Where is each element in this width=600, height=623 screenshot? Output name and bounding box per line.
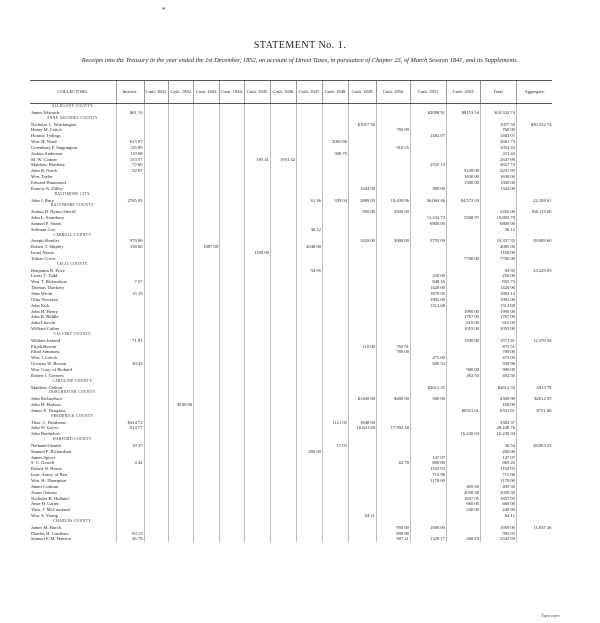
- amount-cell: 899 80: [376, 531, 410, 537]
- amount-cell: 36 12: [296, 227, 322, 233]
- amount-cell: 2547 99: [480, 157, 516, 163]
- amount-cell: 16,803 70: [480, 215, 516, 221]
- amount-cell: 16,230 04: [446, 431, 480, 437]
- amount-cell: 500 00: [410, 396, 446, 402]
- amount-cell: 909 53: [410, 361, 446, 367]
- amount-cell: 800 00: [410, 460, 446, 466]
- amount-cell: $8153 54: [446, 110, 480, 116]
- amount-cell: 950 00: [348, 209, 376, 215]
- amount-cell: $10,332 74: [480, 110, 516, 116]
- collector-name: John J. Bury: [31, 197, 55, 203]
- amount-cell: 17 03: [322, 443, 348, 449]
- amount-cell: 875 51: [480, 344, 516, 350]
- column-header: Cash. 1842.: [169, 81, 194, 104]
- amount-cell: 64 78: [376, 460, 410, 466]
- collector-name: Francis N. Dilley: [31, 185, 63, 191]
- column-header: Cash. 1841.: [144, 81, 169, 104]
- county-name: CAROLINE COUNTY.: [52, 378, 94, 383]
- amount-cell: 1300 00: [446, 180, 480, 186]
- amount-cell: 5450 00: [480, 209, 516, 215]
- amount-cell: 10,641 60: [348, 425, 376, 431]
- collector-name: Wm. H. Ward: [31, 139, 57, 145]
- amount-cell: 1102 03: [410, 466, 446, 472]
- column-header: Cash. 1850.: [376, 81, 410, 104]
- amount-cell: 6331 61: [480, 408, 516, 414]
- collector-name: William Cather: [31, 326, 60, 332]
- amount-cell: 2543 39: [480, 536, 516, 542]
- amount-cell: 2030 30: [446, 490, 480, 496]
- amount-cell: 1837 05: [480, 496, 516, 502]
- amount-cell: 94 95: [296, 268, 322, 274]
- amount-cell: 147 07: [480, 455, 516, 461]
- amount-cell: 250 00: [410, 273, 446, 279]
- collector-name: Elind Simmons: [31, 349, 60, 355]
- amount-cell: [194, 536, 220, 542]
- amount-cell: 1992 00: [480, 297, 516, 303]
- column-header: Cash. 1844.: [220, 81, 245, 104]
- collector-name: Wm. H. Thompson: [31, 478, 67, 483]
- amount-cell: 1121 05: [322, 420, 348, 426]
- collector-name: Isaac Amos, of Ben: [31, 472, 67, 478]
- collector-name: Jesse H. Carter: [31, 501, 59, 507]
- collector-name: Matthew Hardesty: [31, 162, 66, 168]
- amount-cell: 1054 43: [480, 145, 516, 151]
- amount-cell: 1044 00: [348, 186, 376, 192]
- column-header: Cash. 1851.: [410, 81, 446, 104]
- collector-name: Horatio Tydings: [31, 133, 61, 139]
- collector-name: M. W. Conner: [31, 156, 58, 162]
- amount-cell: 2030 30: [480, 490, 516, 496]
- amount-cell: 475 00: [410, 355, 446, 361]
- collector-name: John H. Hodson: [31, 402, 61, 408]
- collector-name: Thos. C. Brashears: [31, 419, 66, 425]
- amount-cell: 2555 14: [410, 162, 446, 168]
- amount-cell: 495 50: [446, 484, 480, 490]
- amount-cell: 240 00: [480, 507, 516, 513]
- amount-cell: 3000 00: [376, 238, 410, 244]
- collector-name: John Barthelow: [31, 431, 60, 437]
- turn-over-note: Turn over.: [541, 613, 560, 618]
- amount-cell: [220, 536, 245, 542]
- amount-cell: 2065 86: [322, 139, 348, 145]
- amount-cell: $2612 35: [410, 385, 446, 391]
- amount-cell: 250 00: [480, 273, 516, 279]
- collector-name: Robert T. Shipley: [31, 244, 64, 250]
- collector-name: Nicholas L. Worthington: [31, 121, 77, 127]
- amount-cell: 1000 00: [410, 525, 446, 531]
- amount-cell: 950 00: [376, 525, 410, 531]
- amount-cell: 1102 03: [480, 466, 516, 472]
- collector-name: Sollman Cox: [31, 226, 56, 232]
- amount-cell: 616 00: [480, 320, 516, 326]
- amount-cell: 46 78: [116, 536, 144, 542]
- amount-cell: 1170 00: [480, 478, 516, 484]
- amount-cell: 992 93: [480, 531, 516, 537]
- amount-cell: 492 50: [446, 373, 480, 379]
- amount-cell: 166,113 60: [516, 209, 552, 215]
- amount-cell: 200 00: [480, 449, 516, 455]
- amount-cell: 71 81: [116, 338, 144, 344]
- amount-cell: 869 20: [480, 460, 516, 466]
- amount-cell: 660 00: [480, 501, 516, 507]
- amount-cell: 260 23: [446, 536, 480, 542]
- amount-cell: 19 37: [116, 443, 144, 449]
- amount-cell: 158 00: [116, 244, 144, 250]
- collector-name: James Corkran: [31, 483, 59, 489]
- amount-cell: 29,089 60: [516, 238, 552, 244]
- amount-cell: 1990 00: [480, 309, 516, 315]
- amount-cell: 760 00: [376, 127, 410, 133]
- column-header: Cash. 1845.: [244, 81, 270, 104]
- county-name: DORCHESTER COUNTY.: [49, 390, 97, 395]
- amount-cell: 339 04: [322, 198, 348, 204]
- amount-cell: 135 89: [116, 145, 144, 151]
- amount-cell: 2765 92: [116, 198, 144, 204]
- amount-cell: 110 68: [116, 151, 144, 157]
- collector-name: John L. Stansbury: [31, 215, 65, 221]
- amount-cell: 61 36: [296, 198, 322, 204]
- statement-title: STATEMENT No. 1.: [253, 40, 347, 51]
- amount-cell: 7700 00: [446, 256, 480, 262]
- collector-name: Israel Norris: [31, 250, 55, 256]
- amount-cell: 1931 32: [270, 157, 296, 163]
- amount-cell: 1571 81: [480, 338, 516, 344]
- column-header: Interest.: [116, 81, 144, 104]
- amount-cell: 30 43: [116, 361, 144, 367]
- collector-name: Matthew Chilton: [31, 384, 63, 390]
- county-name: CALVERT COUNTY.: [53, 331, 92, 336]
- amount-cell: 11,037 26: [516, 525, 552, 531]
- amount-cell: 5755 09: [410, 238, 446, 244]
- county-name: HARFORD COUNTY.: [53, 437, 93, 442]
- collector-name: Samuel F. M. Hanson: [31, 536, 71, 542]
- amount-cell: 4 42: [116, 460, 144, 466]
- amount-cell: 900 00: [446, 367, 480, 373]
- collector-name: John W. Geyer: [31, 425, 59, 431]
- amount-cell: 1057 50: [480, 122, 516, 128]
- amount-cell: 475 00: [480, 355, 516, 361]
- collector-name: Wm. J. Leitch: [31, 355, 58, 361]
- amount-cell: 200 00: [296, 449, 322, 455]
- amount-cell: 939 96: [480, 361, 516, 367]
- amount-cell: 19,439 96: [376, 198, 410, 204]
- amount-cell: 1950 00: [480, 525, 516, 531]
- amount-cell: 1767 00: [446, 314, 480, 320]
- amount-cell: 765 51: [376, 344, 410, 350]
- county-name: ALLEGANY COUNTY.: [51, 104, 94, 108]
- amount-cell: 1894 14: [480, 291, 516, 297]
- amount-cell: 1429 00: [348, 238, 376, 244]
- collector-name: James Spicer: [31, 454, 56, 460]
- county-name: BALTIMORE CITY.: [54, 191, 91, 196]
- amount-cell: 2681 73: [480, 139, 516, 145]
- amount-cell: 1420 00: [410, 285, 446, 291]
- amount-cell: 6800 00: [410, 221, 446, 227]
- amount-cell: 1344 00: [480, 186, 516, 192]
- amount-cell: 240 00: [446, 507, 480, 513]
- amount-cell: [348, 536, 376, 542]
- amount-cell: 10,357 35: [480, 238, 516, 244]
- amount-cell: 1100 00: [244, 250, 270, 256]
- column-header: Total.: [480, 81, 516, 104]
- amount-cell: 84,572 93: [446, 198, 480, 204]
- amount-cell: 1312 68: [480, 303, 516, 309]
- collector-name: Charles H. Gardiner: [31, 530, 69, 536]
- amount-cell: $1400 00: [348, 396, 376, 402]
- amount-cell: 4500 00: [376, 209, 410, 215]
- amount-cell: [169, 536, 194, 542]
- amount-cell: 185 41: [244, 157, 270, 163]
- collector-name: Elijah Bowen: [31, 343, 57, 349]
- amount-cell: 1878 95: [410, 291, 446, 297]
- amount-cell: 2040 00: [296, 244, 322, 250]
- column-header: Cash. 1852.: [446, 81, 480, 104]
- amount-cell: 7700 00: [480, 256, 516, 262]
- amount-cell: 12,370 56: [516, 338, 552, 344]
- amount-cell: 36 12: [480, 227, 516, 233]
- amount-cell: 11,234 73: [410, 215, 446, 221]
- amount-cell: 789 00: [480, 349, 516, 355]
- amount-cell: 1992 00: [410, 297, 446, 303]
- collector-name: Octavus W. Bowen: [31, 361, 67, 367]
- collector-name: Joshua Anderson: [31, 150, 63, 156]
- collector-name: Joshua H. Hynes Sheriff: [31, 209, 76, 215]
- amount-cell: 979 06: [116, 238, 144, 244]
- amount-cell: 1990 00: [446, 309, 480, 315]
- collector-name: Samuel F. Richardson: [31, 448, 72, 454]
- amount-cell: $61 19: [116, 110, 144, 116]
- county-name: FREDERICK COUNTY.: [51, 413, 95, 418]
- collector-name: Tobias Cover: [31, 255, 56, 261]
- amount-cell: 1482 07: [480, 133, 516, 139]
- statement-subtitle: Receipts into the Treasury in the year ended the 1st December, 1852, on account of Direct Taxes, in pursuance of Chapter 23, of March Session 1841, and its Supplements.: [81, 57, 519, 64]
- county-name: CECIL COUNTY.: [56, 261, 89, 266]
- collector-name: John Richardson: [31, 396, 62, 402]
- collector-name: Nicholas B. Holland: [31, 495, 69, 501]
- amount-cell: 64 11: [348, 513, 376, 519]
- amount-cell: 615 87: [116, 139, 144, 145]
- amount-cell: 300 75: [322, 151, 348, 157]
- collector-name: Amos Osborn: [31, 489, 57, 495]
- column-header: Cash. 1848.: [322, 81, 348, 104]
- collector-name: Samuel P. Storm: [31, 220, 62, 226]
- amount-cell: 1420 00: [480, 285, 516, 291]
- amount-cell: [516, 536, 552, 542]
- amount-cell: 147 07: [410, 455, 446, 461]
- amount-cell: [296, 536, 322, 542]
- amount-cell: 52 87: [116, 168, 144, 174]
- collector-name: Wm. Tayler: [31, 174, 53, 180]
- collector-name: James M. Burch: [31, 524, 61, 530]
- amount-cell: 5239 08: [446, 168, 480, 174]
- amount-cell: 22,188 61: [516, 198, 552, 204]
- amount-cell: 5291 95: [480, 168, 516, 174]
- amount-cell: 760 00: [480, 127, 516, 133]
- collector-name: James E. Douglass: [31, 407, 66, 413]
- collector-name: John B. Nirob: [31, 168, 57, 174]
- amount-cell: 1053 00: [446, 326, 480, 332]
- amount-cell: 715 96: [480, 472, 516, 478]
- amount-cell: 110 00: [348, 344, 376, 350]
- amount-cell: 848 16: [410, 279, 446, 285]
- county-name: CHARLES COUNTY.: [53, 518, 93, 523]
- collector-name: John Lincoln: [31, 320, 56, 326]
- amount-cell: 660 00: [446, 501, 480, 507]
- amount-cell: $6331 61: [446, 408, 480, 414]
- amount-cell: 17,992 39: [376, 425, 410, 431]
- amount-cell: 1500 00: [446, 338, 480, 344]
- amount-cell: 1100 00: [480, 250, 516, 256]
- amount-cell: 1767 00: [480, 314, 516, 320]
- amount-cell: 411 43: [480, 151, 516, 157]
- amount-cell: 1329 17: [410, 536, 446, 542]
- amount-cell: [322, 536, 348, 542]
- amount-cell: 900 00: [480, 367, 516, 373]
- collector-name: Thomas Thackery: [31, 285, 65, 291]
- amount-cell: 5568 97: [446, 215, 480, 221]
- amount-cell: 94 95: [480, 268, 516, 274]
- amount-cell: 15 19: [116, 291, 144, 297]
- amount-cell: 495 50: [480, 484, 516, 490]
- collector-name: Robert N. Horne: [31, 466, 62, 472]
- collector-name: Wm. Gray, of Richard: [31, 366, 72, 372]
- collector-name: Benjamin R. Price: [31, 267, 65, 273]
- amount-cell: $414 72: [116, 420, 144, 426]
- amount-cell: $2098 91: [410, 110, 446, 116]
- amount-cell: 48,863 33: [516, 443, 552, 449]
- amount-cell: $1057 50: [348, 122, 376, 128]
- collector-name: Henry M. Leitch: [31, 127, 62, 133]
- amount-cell: 614 77: [116, 425, 144, 431]
- amount-cell: 29,248 76: [480, 425, 516, 431]
- collector-name: Otho Newland: [31, 296, 58, 302]
- amount-cell: 1630 00: [446, 174, 480, 180]
- county-name: BALTIMORE COUNTY.: [50, 203, 95, 208]
- amount-cell: 93 13: [116, 531, 144, 537]
- collector-name: Joseph Shreiler: [31, 238, 60, 244]
- collector-name: John Wroth: [31, 291, 53, 296]
- collector-name: Wm. T. Richardson: [31, 279, 67, 285]
- collector-name: Thos. J. McCausland: [31, 507, 70, 513]
- amount-cell: 855 73: [480, 279, 516, 285]
- collector-name: Lewis T. Todd: [31, 273, 58, 279]
- collector-name: Edward Hammond: [31, 179, 66, 185]
- collector-name: John Kirk: [31, 302, 50, 308]
- amount-cell: 2627 74: [480, 162, 516, 168]
- amount-cell: 4085 00: [480, 244, 516, 250]
- receipts-table: [30, 80, 552, 542]
- county-name: ANNE ARUNDEL COUNTY.: [46, 115, 99, 120]
- collector-name: John H. Henry: [31, 308, 58, 314]
- amount-cell: $400 00: [376, 396, 410, 402]
- amount-cell: 1848 00: [348, 420, 376, 426]
- amount-cell: 907 21: [376, 536, 410, 542]
- amount-cell: 918 55: [376, 145, 410, 151]
- amount-cell: 8731 60: [516, 408, 552, 414]
- amount-cell: 100 00: [480, 402, 516, 408]
- amount-cell: 56,064 46: [410, 198, 446, 204]
- amount-cell: 64 11: [480, 513, 516, 519]
- column-header: Cash. 1847.: [296, 81, 322, 104]
- column-header: Cash. 1849.: [348, 81, 376, 104]
- collector-name: William Ireland: [31, 337, 61, 343]
- amount-cell: $2612 35: [480, 385, 516, 391]
- column-header: Cash. 1846.: [270, 81, 296, 104]
- amount-cell: 1482 07: [410, 133, 446, 139]
- amount-cell: 1312 68: [410, 303, 446, 309]
- table-header-row: [30, 81, 552, 104]
- amount-cell: 1170 00: [410, 478, 446, 484]
- amount-cell: 616 00: [446, 320, 480, 326]
- amount-cell: 492 50: [480, 373, 516, 379]
- amount-cell: [270, 536, 296, 542]
- amount-cell: $10,332 74: [516, 122, 552, 128]
- collector-name: James Edwards: [31, 109, 60, 115]
- collector-name: Nathaniel Smith: [31, 442, 61, 448]
- column-header-collectors: COLLECTORS.: [30, 81, 116, 104]
- page-mark: *: [162, 6, 166, 14]
- amount-cell: $2612 35: [516, 396, 552, 402]
- table-body: [30, 104, 552, 543]
- collector-name: Wm. S. Young: [31, 513, 58, 519]
- column-header: Cash. 1843.: [194, 81, 220, 104]
- amount-cell: 1887 00: [194, 244, 220, 250]
- table-row: [30, 536, 552, 542]
- collector-name: S. C. Gerrell: [31, 460, 55, 466]
- amount-cell: 300 00: [410, 186, 446, 192]
- amount-cell: 715 96: [410, 472, 446, 478]
- amount-cell: 7 57: [116, 279, 144, 285]
- collector-name: John R. Biddle: [31, 314, 59, 320]
- amount-cell: 789 00: [376, 349, 410, 355]
- amount-cell: 3384 37: [480, 420, 516, 426]
- amount-cell: 36 54: [480, 443, 516, 449]
- amount-cell: 1837 05: [446, 496, 480, 502]
- amount-cell: 2300 00: [480, 396, 516, 402]
- column-header: Aggregate.: [516, 81, 552, 104]
- amount-cell: 16,230 04: [480, 431, 516, 437]
- amount-cell: 6800 00: [480, 221, 516, 227]
- collector-name: Robert J. Greaves: [31, 372, 64, 378]
- amount-cell: 1300 00: [480, 180, 516, 186]
- amount-cell: 23,229 05: [516, 268, 552, 274]
- amount-cell: 5913 78: [516, 385, 552, 391]
- amount-cell: 2889 03: [348, 198, 376, 204]
- amount-cell: 72 60: [116, 162, 144, 168]
- collector-name: Greenbury F. Sappington: [31, 144, 78, 150]
- amount-cell: 133 57: [116, 157, 144, 163]
- amount-cell: 1053 00: [480, 326, 516, 332]
- amount-cell: [244, 536, 270, 542]
- amount-cell: 1630 00: [480, 174, 516, 180]
- amount-cell: [144, 536, 169, 542]
- amount-cell: $100 00: [169, 402, 194, 408]
- county-name: CARROLL COUNTY.: [53, 232, 93, 237]
